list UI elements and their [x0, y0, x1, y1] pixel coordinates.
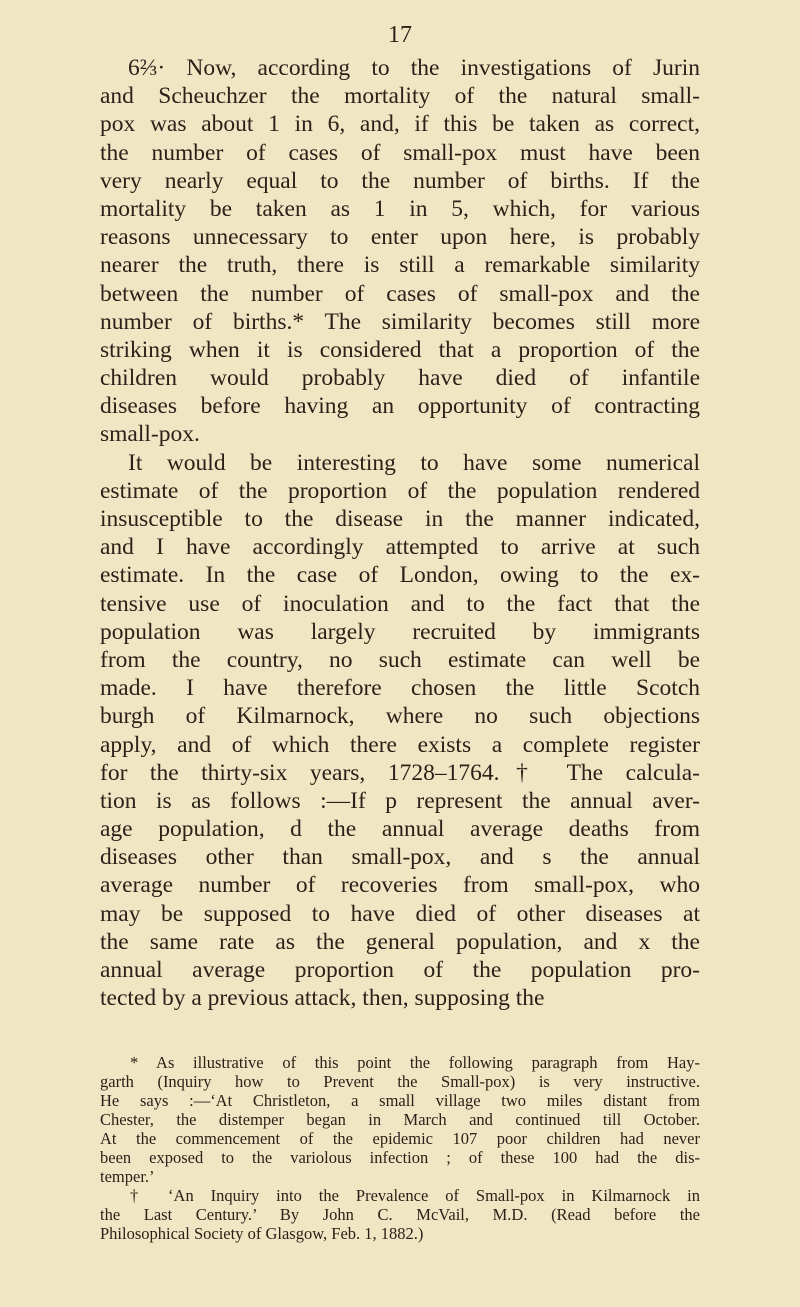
- body-line: population was largely recruited by immigrants: [100, 618, 700, 645]
- body-line: tion is as follows :—If p represent the annual aver-: [100, 787, 700, 814]
- body-line: age population, d the annual average deaths from: [100, 816, 700, 843]
- body-line: estimate. In the case of London, owing to the ex-: [100, 562, 700, 589]
- body-line: striking when it is considered that a proportion of the: [100, 336, 700, 363]
- body-line: may be supposed to have died of other diseases at: [100, 900, 700, 927]
- footnote-line: temper.’: [100, 1167, 155, 1186]
- footnote-line: At the commencement of the epidemic 107 poor children had never: [100, 1129, 700, 1148]
- page-number: 17: [388, 22, 412, 48]
- footnote-line: Philosophical Society of Glasgow, Feb. 1, 1882.): [100, 1224, 424, 1243]
- body-line: 6⅔· Now, according to the investigations of Jurin: [128, 55, 700, 81]
- body-line: small-pox.: [100, 421, 200, 448]
- footnote-line: Chester, the distemper began in March and continued till October.: [100, 1110, 700, 1129]
- body-line: from the country, no such estimate can well be: [100, 646, 700, 673]
- body-text: [100, 54, 700, 1012]
- body-line: the same rate as the general population, and x the: [100, 928, 700, 955]
- body-line: apply, and of which there exists a complete register: [100, 731, 700, 758]
- body-line: the number of cases of small-pox must have been: [100, 139, 700, 166]
- footnote-line: been exposed to the variolous infection ; of these 100 had the dis-: [100, 1148, 700, 1167]
- body-line: tensive use of inoculation and to the fact that the: [100, 590, 700, 617]
- body-line: diseases before having an opportunity of contracting: [100, 393, 700, 420]
- body-line: and Scheuchzer the mortality of the natural small-: [100, 83, 700, 110]
- body-line: very nearly equal to the number of births. If the: [100, 167, 700, 194]
- footnote-line: He says :—‘At Christleton, a small village two miles distant from: [100, 1091, 700, 1110]
- body-line: It would be interesting to have some numerical: [128, 449, 700, 476]
- footnote-line: * As illustrative of this point the following paragraph from Hay-: [130, 1053, 700, 1072]
- body-line: made. I have therefore chosen the little Scotch: [100, 675, 700, 702]
- body-line: insusceptible to the disease in the manner indicated,: [100, 506, 700, 532]
- body-line: annual average proportion of the population pro-: [100, 957, 700, 983]
- body-line: for the thirty-six years, 1728–1764.† The calcula-: [100, 759, 700, 786]
- body-line: pox was about 1 in 6, and, if this be taken as correct,: [100, 111, 700, 138]
- body-line: number of births.* The similarity becomes still more: [100, 308, 700, 335]
- body-line: estimate of the proportion of the population rendered: [100, 477, 700, 504]
- body-line: and I have accordingly attempted to arrive at such: [100, 534, 700, 561]
- body-line: nearer the truth, there is still a remarkable similarity: [100, 252, 700, 279]
- body-line: tected by a previous attack, then, supposing the: [100, 985, 545, 1012]
- body-line: between the number of cases of small-pox and the: [100, 280, 700, 307]
- body-line: average number of recoveries from small-pox, who: [100, 872, 700, 899]
- body-line: burgh of Kilmarnock, where no such objections: [100, 703, 700, 730]
- footnote-line: † ‘An Inquiry into the Prevalence of Small-pox in Kilmarnock in: [130, 1186, 700, 1205]
- body-line: reasons unnecessary to enter upon here, is probably: [100, 224, 700, 251]
- body-line: mortality be taken as 1 in 5, which, for various: [100, 195, 700, 222]
- footnote-line: garth (Inquiry how to Prevent the Small-pox) is very instructive.: [100, 1072, 700, 1091]
- footnote-line: the Last Century.’ By John C. McVail, M.D. (Read before the: [100, 1205, 700, 1224]
- footnotes: [100, 1053, 700, 1243]
- body-line: diseases other than small-pox, and s the annual: [100, 844, 700, 871]
- body-line: children would probably have died of infantile: [100, 365, 700, 392]
